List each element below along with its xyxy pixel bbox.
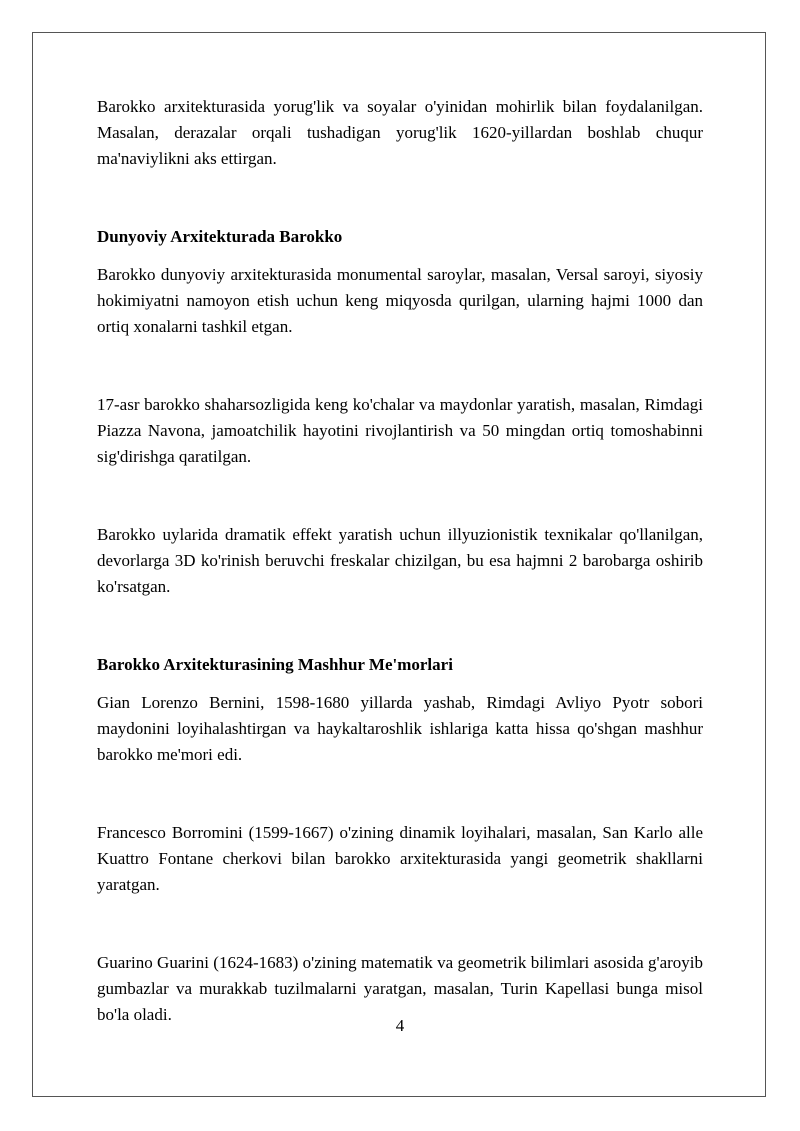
paragraph-urban-planning: 17-asr barokko shaharsozligida keng ko'chalar va maydonlar yaratish, masalan, Rimdagi Piazza Navona, jamoatchilik hayotini rivojlantirish va 50 mingdan ortiq tomoshabinni sig'dirishga qaratilgan.	[97, 395, 703, 466]
page-number: 4	[395, 1016, 405, 1035]
paragraph-versailles: Barokko dunyoviy arxitekturasida monumental saroylar, masalan, Versal saroyi, siyosiy hokimiyatni namoyon etish uchun keng miqyosda qurilgan, ularning hajmi 1000 dan ortiq xonalarni tashkil etgan.	[97, 265, 703, 336]
section-heading-secular: Dunyoviy Arxitekturada Barokko	[97, 227, 343, 246]
paragraph-bernini: Gian Lorenzo Bernini, 1598-1680 yillarda yashab, Rimdagi Avliyo Pyotr sobori maydonini loyihalashtirgan va haykaltaroshlik ishlariga katta hissa qo'shgan mashhur barokko me'mori edi.	[97, 693, 703, 764]
paragraph-light-and-shadow: Barokko arxitekturasida yorug'lik va soyalar o'yinidan mohirlik bilan foydalanilgan. Masalan, derazalar orqali tushadigan yorug'lik 1620-yillardan boshlab chuqur ma'naviylikni aks ettirgan.	[97, 97, 703, 168]
paragraph-guarini: Guarino Guarini (1624-1683) o'zining matematik va geometrik bilimlari asosida g'aroyib gumbazlar va murakkab tuzilmalarni yaratgan, masalan, Turin Kapellasi bunga misol bo'la oladi.	[97, 953, 703, 1024]
paragraph-illusionism: Barokko uylarida dramatik effekt yaratish uchun illyuzionistik texnikalar qo'llanilgan, devorlarga 3D ko'rinish beruvchi freskalar chizilgan, bu esa hajmni 2 barobarga oshirib ko'rsatgan.	[97, 525, 703, 596]
section-heading-architects: Barokko Arxitekturasining Mashhur Me'morlari	[97, 655, 453, 674]
page-content	[97, 94, 703, 1028]
paragraph-borromini: Francesco Borromini (1599-1667) o'zining dinamik loyihalari, masalan, San Karlo alle Kuattro Fontane cherkovi bilan barokko arxitekturasida yangi geometrik shakllarni yaratgan.	[97, 823, 703, 894]
